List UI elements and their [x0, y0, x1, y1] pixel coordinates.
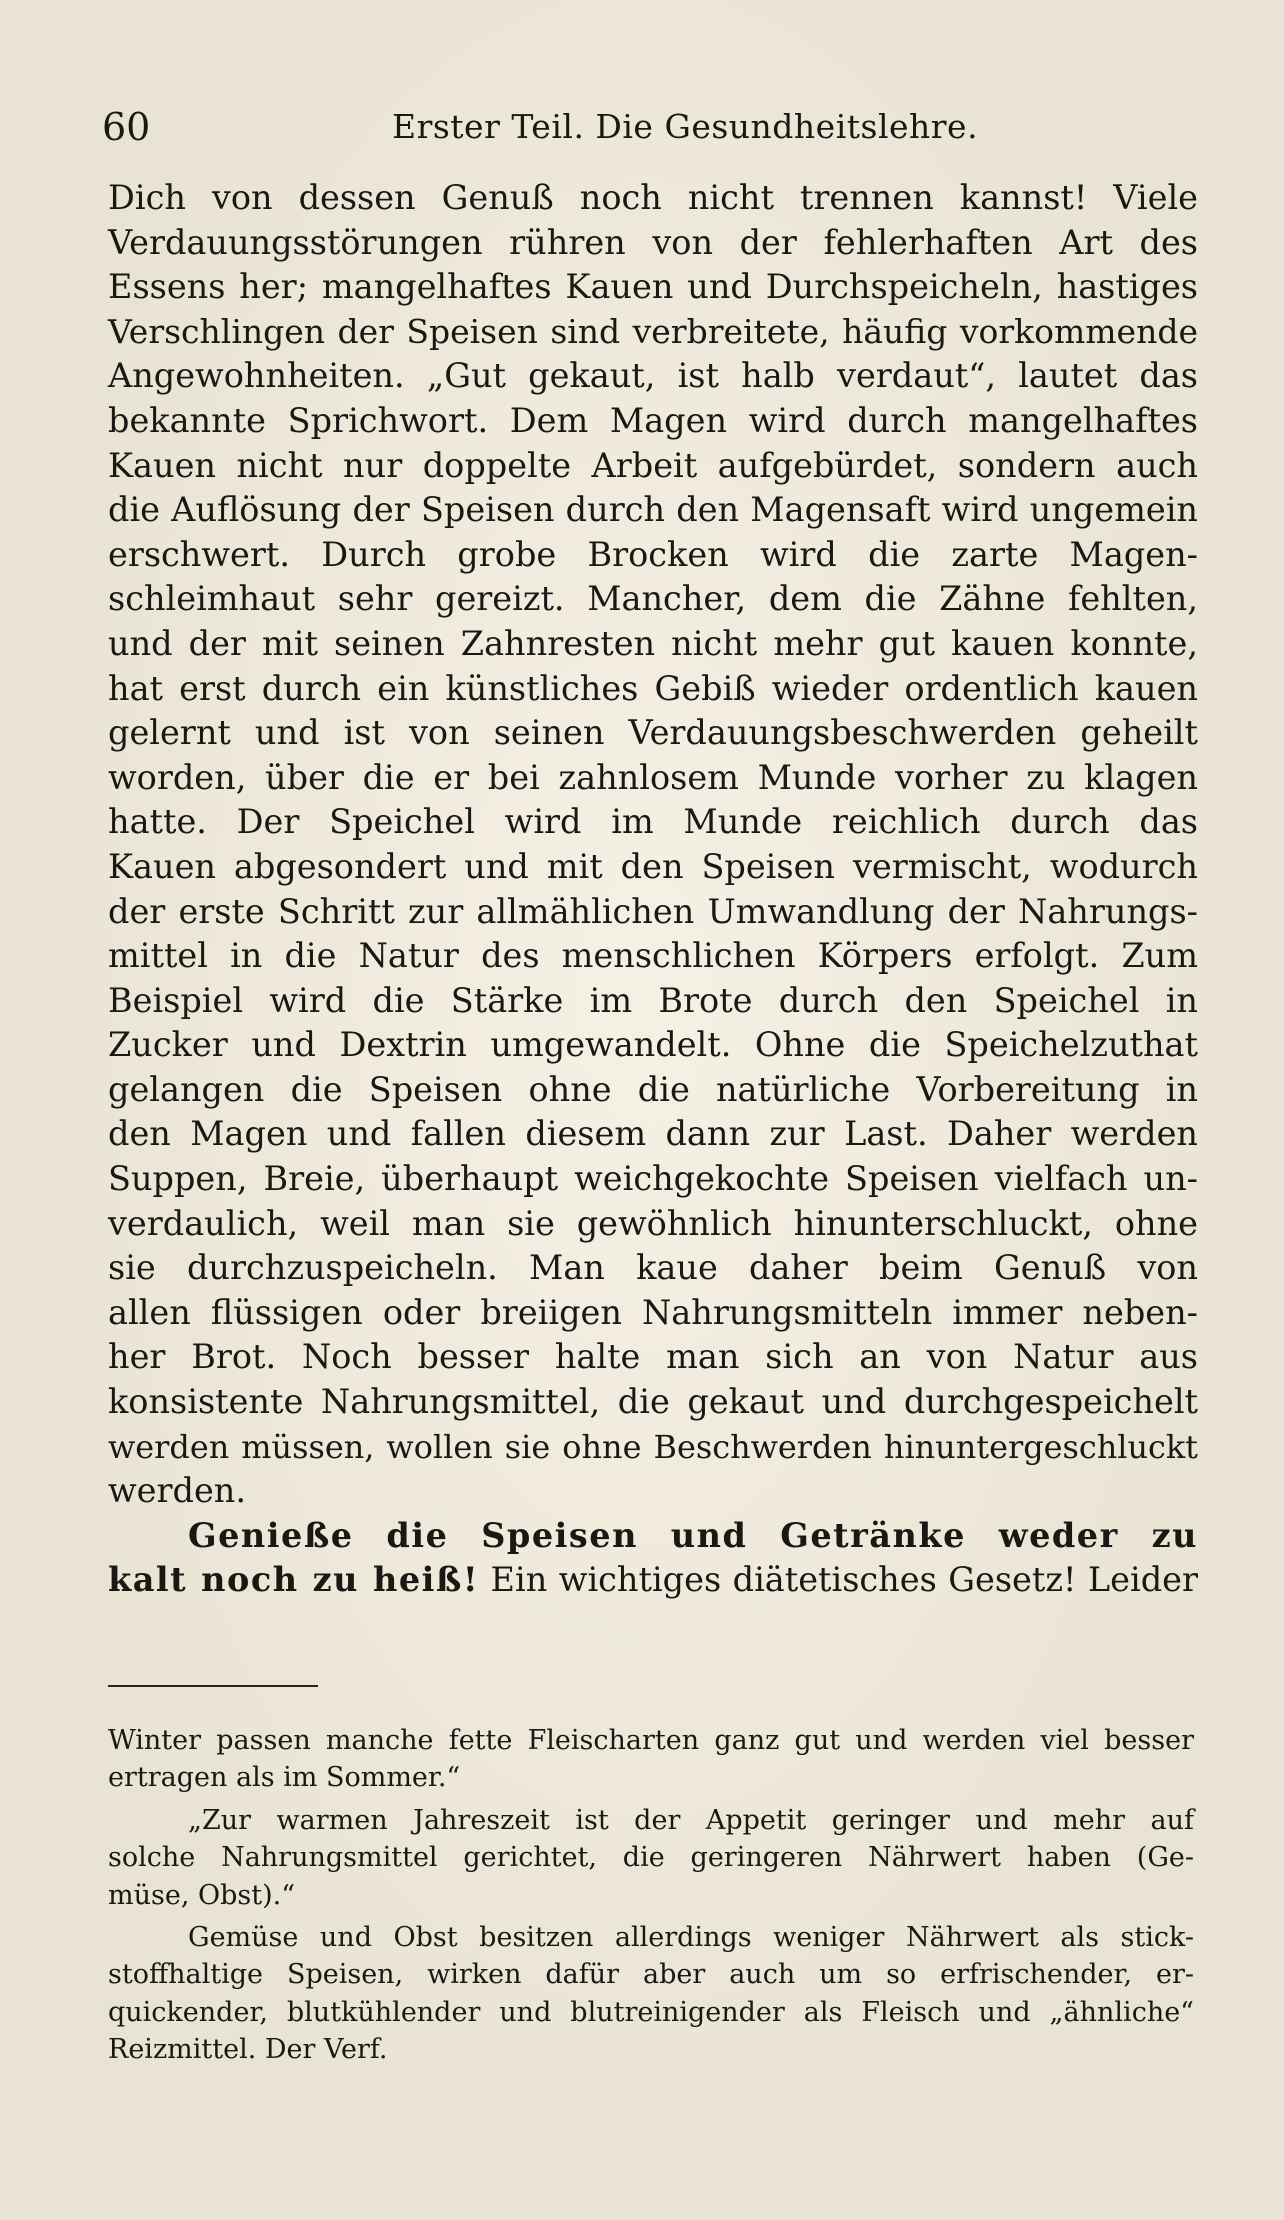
text-line: den Magen und fallen diesem dann zur Last. Daher werden: [108, 1114, 1198, 1154]
text-line: werden müssen, wollen sie ohne Beschwerden hinuntergeschluckt: [108, 1427, 1198, 1466]
text-line: werden.: [108, 1471, 247, 1511]
footnote-line: „Zur warmen Jahreszeit ist der Appetit geringer und mehr auf: [188, 1804, 1194, 1836]
footnote: [108, 1919, 1194, 2069]
text-line: mittel in die Natur des menschlichen Körpers erfolgt. Zum: [108, 936, 1198, 976]
text-line: allen flüssigen oder breiigen Nahrungsmitteln immer neben-: [108, 1292, 1198, 1332]
text-line: Verschlingen der Speisen sind verbreitete, häufig vorkommende: [108, 311, 1198, 351]
text-line: Verdauungsstörungen rühren von der fehlerhaften Art des: [108, 222, 1198, 262]
page-number: 60: [102, 105, 151, 149]
text-line: Beispiel wird die Stärke im Brote durch den Speichel in: [108, 980, 1198, 1020]
text-line: Kauen nicht nur doppelte Arbeit aufgebürdet, sondern auch: [108, 445, 1198, 485]
text-line: her Brot. Noch besser halte man sich an von Natur aus: [108, 1337, 1198, 1377]
text-line: Suppen, Breie, überhaupt weichgekochte Speisen vielfach un-: [108, 1159, 1198, 1199]
footnote-line: stoffhaltige Speisen, wirken dafür aber auch um so erfrischender, er-: [108, 1959, 1194, 1991]
emphasized-text: kalt noch zu heiß!: [108, 1560, 480, 1600]
text-line: Essens her; mangelhaftes Kauen und Durchspeicheln, hastiges: [108, 267, 1198, 307]
emphasized-text-line: Genieße die Speisen und Getränke weder zu: [188, 1515, 1198, 1555]
text-line: verdaulich, weil man sie gewöhnlich hinunterschluckt, ohne: [108, 1203, 1198, 1243]
footnote-line: müse, Obst).“: [108, 1879, 296, 1911]
text-line: erschwert. Durch grobe Brocken wird die zarte Magen-: [108, 534, 1198, 574]
footnote-line: Reizmittel. Der Verf.: [108, 2034, 388, 2066]
footnote-line: ertragen als im Sommer.“: [108, 1762, 461, 1794]
footnote-line: quickender, blutkühlender und blutreinigender als Fleisch und „ähnliche“: [108, 1996, 1194, 2028]
text-run: Ein wichtiges diätetisches Gesetz! Leider: [490, 1560, 1198, 1600]
text-line: gelernt und ist von seinen Verdauungsbeschwerden geheilt: [108, 713, 1198, 753]
footnote-line: solche Nahrungsmittel gerichtet, die geringeren Nährwert haben (Ge-: [108, 1842, 1194, 1874]
text-line: sie durchzuspeicheln. Man kaue daher beim Genuß von: [108, 1248, 1198, 1288]
text-line: gelangen die Speisen ohne die natürliche Vorbereitung in: [108, 1069, 1198, 1109]
footnote: [108, 1722, 1194, 1797]
text-line: Kauen abgesondert und mit den Speisen vermischt, wodurch: [108, 846, 1198, 886]
footnote-separator: [108, 1685, 318, 1687]
text-line: Angewohnheiten. „Gut gekaut, ist halb verdaut“, lautet das: [108, 356, 1198, 396]
paragraph: [108, 176, 1198, 1514]
text-line: schleimhaut sehr gereizt. Mancher, dem die Zähne fehlten,: [108, 579, 1198, 619]
text-line: und der mit seinen Zahnresten nicht mehr gut kauen konnte,: [108, 623, 1198, 663]
text-line: worden, über die er bei zahnlosem Munde vorher zu klagen: [108, 757, 1198, 797]
text-line: der erste Schritt zur allmählichen Umwandlung der Nahrungs-: [108, 891, 1198, 931]
footnote-line: Winter passen manche fette Fleischarten ganz gut und werden viel besser: [108, 1725, 1194, 1756]
text-line: konsistente Nahrungsmittel, die gekaut und durchgespeichelt: [108, 1382, 1198, 1422]
footnote-line: Gemüse und Obst besitzen allerdings weniger Nährwert als stick-: [188, 1921, 1194, 1953]
main-text: [108, 176, 1198, 1603]
text-line: [108, 1558, 1198, 1603]
text-line: hatte. Der Speichel wird im Munde reichlich durch das: [108, 802, 1198, 842]
footnote: [108, 1802, 1194, 1914]
footnotes: [108, 1722, 1194, 2069]
text-line: hat erst durch ein künstliches Gebiß wieder ordentlich kauen: [108, 668, 1198, 708]
text-line: bekannte Sprichwort. Dem Magen wird durch mangelhaftes: [108, 400, 1198, 440]
text-line: Zucker und Dextrin umgewandelt. Ohne die Speichelzuthat: [108, 1025, 1198, 1065]
paragraph: [108, 1514, 1198, 1603]
text-line: die Auflösung der Speisen durch den Magensaft wird ungemein: [108, 490, 1198, 530]
text-line: Dich von dessen Genuß noch nicht trennen kannst! Viele: [108, 178, 1198, 217]
page-header: [102, 102, 1192, 152]
running-head: Erster Teil. Die Gesundheitslehre.: [392, 107, 979, 146]
